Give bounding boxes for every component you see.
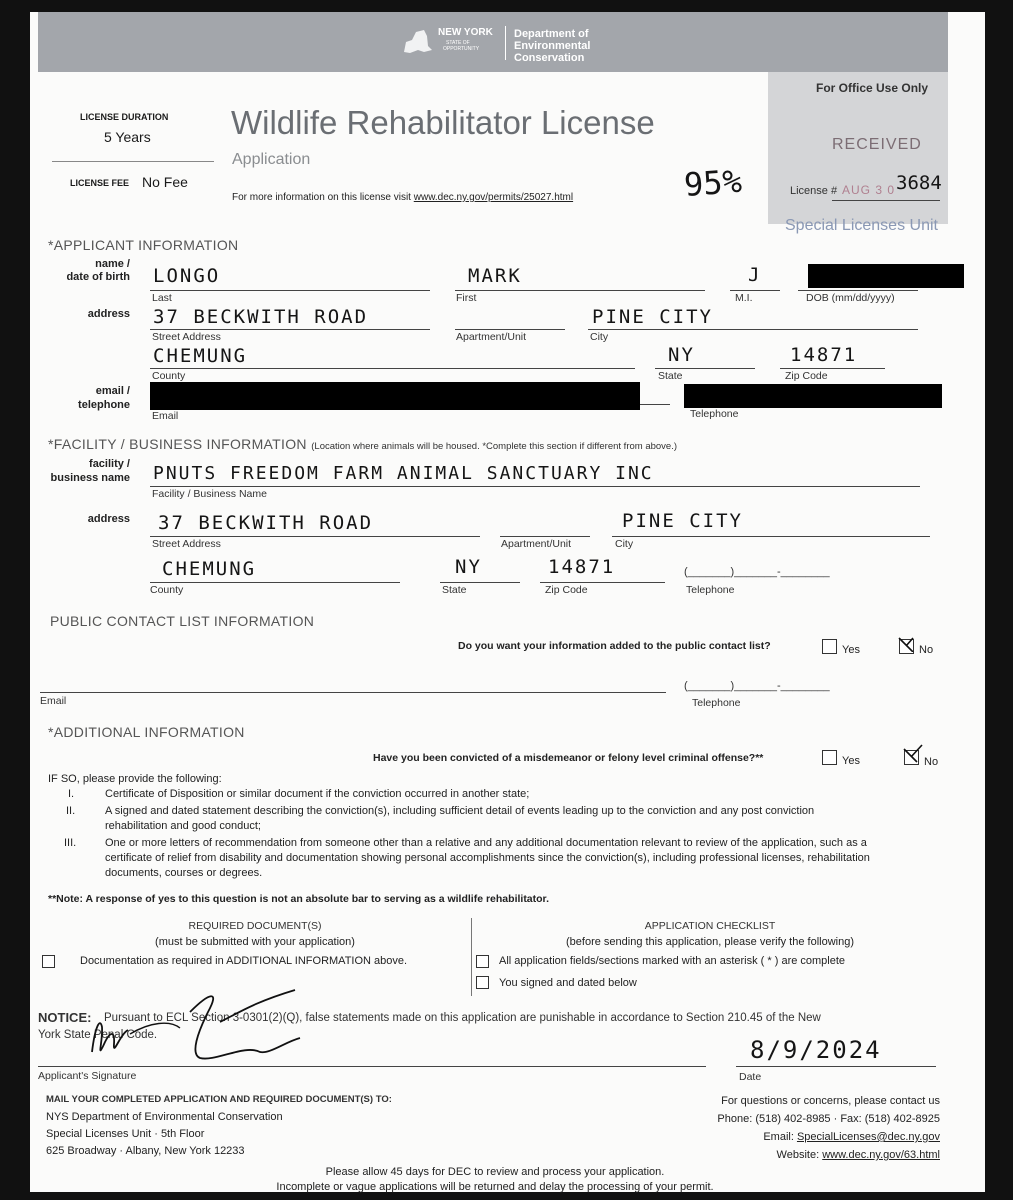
public-contact-question: Do you want your information added to the public contact list? (458, 640, 771, 652)
contact-title: For questions or concerns, please contact us (721, 1095, 940, 1107)
checklist-subtitle: (before sending this application, please verify the following) (566, 936, 854, 948)
applicant-first-name[interactable]: MARK (468, 265, 522, 287)
street-line (150, 329, 430, 330)
facility-street-caption: Street Address (152, 538, 221, 550)
stamp-date: AUG 3 0 (842, 183, 896, 197)
facility-section-header (48, 436, 677, 454)
facility-phone-blank[interactable]: (_______)_______-________ (684, 566, 830, 578)
applicant-county[interactable]: CHEMUNG (153, 345, 248, 367)
received-stamp: RECEIVED (832, 136, 922, 153)
facility-county-line (150, 582, 400, 583)
contact-website (600, 1149, 940, 1161)
street-caption: Street Address (152, 331, 221, 343)
checklist-item-2: You signed and dated below (499, 977, 637, 989)
header-banner (38, 12, 948, 72)
contact-phone: Phone: (518) 402-8985 · Fax: (518) 402-8925 (717, 1113, 940, 1125)
allow-line: Please allow 45 days for DEC to review and process your application. (325, 1166, 665, 1178)
facility-section-title: *FACILITY / BUSINESS INFORMATION (48, 436, 307, 452)
item-3-text-3: documents, courses or degrees. (105, 867, 263, 879)
name-dob-label (40, 258, 130, 284)
county-caption: County (152, 370, 186, 382)
form-subtitle: Application (232, 151, 311, 168)
dept-line-1: Department of (514, 28, 589, 40)
required-docs-subtitle: (must be submitted with your application) (155, 936, 355, 948)
required-docs-checkbox[interactable] (42, 955, 55, 968)
mail-title: MAIL YOUR COMPLETED APPLICATION AND REQUIRED DOCUMENT(S) TO: (46, 1094, 392, 1105)
checklist-fields-checkbox[interactable] (476, 955, 489, 968)
facility-state[interactable]: NY (455, 556, 482, 578)
conviction-no-label: No (924, 756, 939, 768)
facility-city-line (612, 536, 930, 537)
facility-address-label: address (87, 513, 130, 525)
facility-apt-caption: Apartment/Unit (501, 538, 572, 550)
mail-line-3: 625 Broadway · Albany, New York 12233 (46, 1145, 245, 1157)
facility-telephone-caption: Telephone (686, 584, 735, 596)
license-fee-label: LICENSE FEE (70, 178, 130, 188)
facility-apt-line (500, 536, 590, 537)
facility-state-line (440, 582, 520, 583)
license-number-label: License # (790, 185, 838, 197)
apt-line (455, 329, 565, 330)
dob-label: date of birth (66, 271, 130, 283)
license-number-line (832, 200, 940, 201)
email-label: email / (95, 385, 130, 397)
redacted-dob (808, 264, 964, 288)
dob-line (798, 290, 918, 291)
item-1-num: I. (68, 788, 75, 800)
checklist-title: APPLICATION CHECKLIST (644, 920, 776, 932)
facility-street[interactable]: 37 BECKWITH ROAD (158, 512, 374, 534)
applicant-mi[interactable]: J (748, 264, 762, 286)
facility-zip-line (540, 582, 665, 583)
email-prefix: Email: (763, 1131, 794, 1143)
ny-logo-sub1: STATE OF (446, 40, 470, 46)
license-number-value: 3684 (896, 172, 942, 194)
facility-label: facility / (89, 458, 130, 470)
item-1-text: Certificate of Disposition or similar document if the conviction occurred in another state; (105, 788, 530, 800)
contact-website-link[interactable]: www.dec.ny.gov/63.html (822, 1149, 940, 1161)
license-duration-value: 5 Years (104, 129, 151, 145)
email-tel-label (40, 384, 130, 412)
ny-logo-main: NEW YORK (438, 27, 493, 38)
facility-zip[interactable]: 14871 (548, 556, 616, 578)
checkmark-x-icon (898, 636, 914, 652)
facility-street-line (150, 536, 480, 537)
state-line (655, 368, 755, 369)
facility-zip-caption: Zip Code (545, 584, 588, 596)
first-caption: First (456, 292, 477, 304)
contact-email-link[interactable]: SpecialLicenses@dec.ny.gov (796, 1131, 940, 1143)
item-2-text-2: rehabilitation and good conduct; (105, 820, 261, 832)
facility-name-label (40, 457, 130, 485)
handwritten-score: 95% (682, 162, 744, 204)
applicant-street[interactable]: 37 BECKWITH ROAD (153, 306, 369, 328)
date-line (736, 1066, 936, 1067)
public-contact-yes-checkbox[interactable] (822, 639, 837, 654)
required-docs-title: REQUIRED DOCUMENT(S) (188, 920, 322, 932)
applicant-address-label: address (87, 308, 130, 320)
telephone-label: telephone (78, 399, 130, 411)
ny-logo-sub2: OPPORTUNITY (443, 46, 480, 52)
zip-caption: Zip Code (785, 370, 828, 382)
public-email-line (40, 692, 666, 693)
facility-name-line (150, 486, 920, 487)
date-caption: Date (739, 1071, 762, 1083)
duration-divider (52, 161, 214, 162)
public-contact-no-checkbox[interactable] (899, 639, 914, 654)
special-licenses-stamp: Special Licenses Unit (785, 217, 938, 234)
dob-caption: DOB (mm/dd/yyyy) (806, 292, 895, 304)
contact-email (600, 1131, 940, 1143)
first-line (455, 290, 705, 291)
conviction-yes-label: Yes (842, 755, 860, 767)
facility-name-caption: Facility / Business Name (152, 488, 267, 500)
email-line (640, 404, 670, 405)
dept-name (514, 28, 590, 64)
last-caption: Last (152, 292, 172, 304)
conviction-yes-checkbox[interactable] (822, 750, 837, 765)
mi-caption: M.I. (735, 292, 753, 304)
info-line (232, 192, 573, 203)
notice-text-1: Pursuant to ECL Section 3-0301(2)(Q), false statements made on this application are punishable in accordance to Section 210.45 of the New (104, 1012, 821, 1024)
notice-text-2: York State Penal Code. (38, 1029, 158, 1041)
facility-county[interactable]: CHEMUNG (162, 558, 257, 580)
facility-county-caption: County (150, 584, 184, 596)
county-line (150, 368, 635, 369)
facility-name[interactable]: PNUTS FREEDOM FARM ANIMAL SANCTUARY INC (153, 463, 654, 484)
notice-label: NOTICE: (38, 1010, 92, 1025)
item-3-text: One or more letters of recommendation from someone other than a relative and any additional documentation relevant to review of the application, such as a (105, 837, 867, 849)
applicant-section-title: *APPLICANT INFORMATION (48, 237, 239, 253)
item-2-num: II. (66, 805, 76, 817)
signature-scribble (70, 982, 320, 1078)
additional-note: **Note: A response of yes to this question is not an absolute bar to serving as a wildlife rehabilitator. (48, 893, 549, 905)
apt-caption: Apartment/Unit (456, 331, 527, 343)
facility-city-caption: City (615, 538, 634, 550)
office-use-title: For Office Use Only (816, 81, 929, 95)
facility-state-caption: State (442, 584, 467, 596)
last-line (150, 290, 430, 291)
dept-line-2: Environmental (514, 40, 591, 52)
item-3-text-2: certificate of relief from disability and documentation showing personal accomplishments since the conviction(s), including professional licenses, rehabilitation (105, 852, 870, 864)
facility-city[interactable]: PINE CITY (622, 510, 743, 532)
mail-line-2: Special Licenses Unit · 5th Floor (46, 1128, 205, 1140)
docs-divider (471, 918, 472, 996)
checkmark-x-icon (903, 743, 923, 763)
signature-date[interactable]: 8/9/2024 (750, 1036, 882, 1064)
public-contact-yes-label: Yes (842, 644, 860, 656)
item-3-num: III. (64, 837, 77, 849)
name-label: name / (95, 258, 130, 270)
applicant-city[interactable]: PINE CITY (592, 306, 713, 328)
zip-line (780, 368, 885, 369)
public-contact-no-label: No (919, 644, 934, 656)
mi-line (730, 290, 780, 291)
form-title: Wildlife Rehabilitator License (231, 104, 655, 141)
applicant-state[interactable]: NY (668, 344, 695, 366)
checklist-signed-checkbox[interactable] (476, 976, 489, 989)
telephone-caption: Telephone (690, 408, 739, 420)
public-phone-blank[interactable]: (_______)_______-________ (684, 680, 830, 692)
additional-section-title: *ADDITIONAL INFORMATION (48, 724, 245, 740)
checklist-item-1: All application fields/sections marked with an asterisk ( * ) are complete (499, 955, 846, 967)
public-telephone-caption: Telephone (692, 697, 741, 709)
public-email-caption: Email (40, 695, 67, 707)
info-prefix: For more information on this license visit (232, 192, 411, 203)
item-2-text: A signed and dated statement describing the conviction(s), including sufficient detail of events leading up to the conviction and any post conviction (105, 805, 815, 817)
facility-section-note: (Location where animals will be housed. *Complete this section if different from above.) (311, 441, 678, 452)
website-prefix: Website: (776, 1149, 820, 1161)
redacted-telephone (684, 384, 942, 408)
license-fee-value: No Fee (142, 174, 188, 190)
public-contact-section-title: PUBLIC CONTACT LIST INFORMATION (50, 613, 315, 629)
license-duration-label: LICENSE DURATION (80, 112, 169, 122)
signature-caption: Applicant's Signature (38, 1070, 137, 1082)
city-line (588, 329, 918, 330)
required-docs-item: Documentation as required in ADDITIONAL INFORMATION above. (80, 955, 408, 967)
ny-state-map-icon (400, 28, 434, 56)
applicant-last-name[interactable]: LONGO (153, 265, 221, 287)
city-caption: City (590, 331, 609, 343)
state-caption: State (658, 370, 683, 382)
if-so-text: IF SO, please provide the following: (48, 773, 222, 785)
dept-line-3: Conservation (514, 52, 585, 64)
incomplete-line: Incomplete or vague applications will be returned and delay the processing of your permit. (276, 1181, 714, 1193)
logo-divider (505, 26, 506, 60)
redacted-email (150, 382, 640, 410)
conviction-no-checkbox[interactable] (904, 750, 919, 765)
mail-line-1: NYS Department of Environmental Conservation (46, 1111, 283, 1123)
applicant-zip[interactable]: 14871 (790, 344, 858, 366)
business-name-label: business name (50, 472, 130, 484)
conviction-question: Have you been convicted of a misdemeanor or felony level criminal offense?** (373, 752, 764, 764)
info-link[interactable]: www.dec.ny.gov/permits/25027.html (413, 192, 574, 203)
email-caption: Email (152, 410, 179, 422)
signature-line (38, 1066, 706, 1067)
